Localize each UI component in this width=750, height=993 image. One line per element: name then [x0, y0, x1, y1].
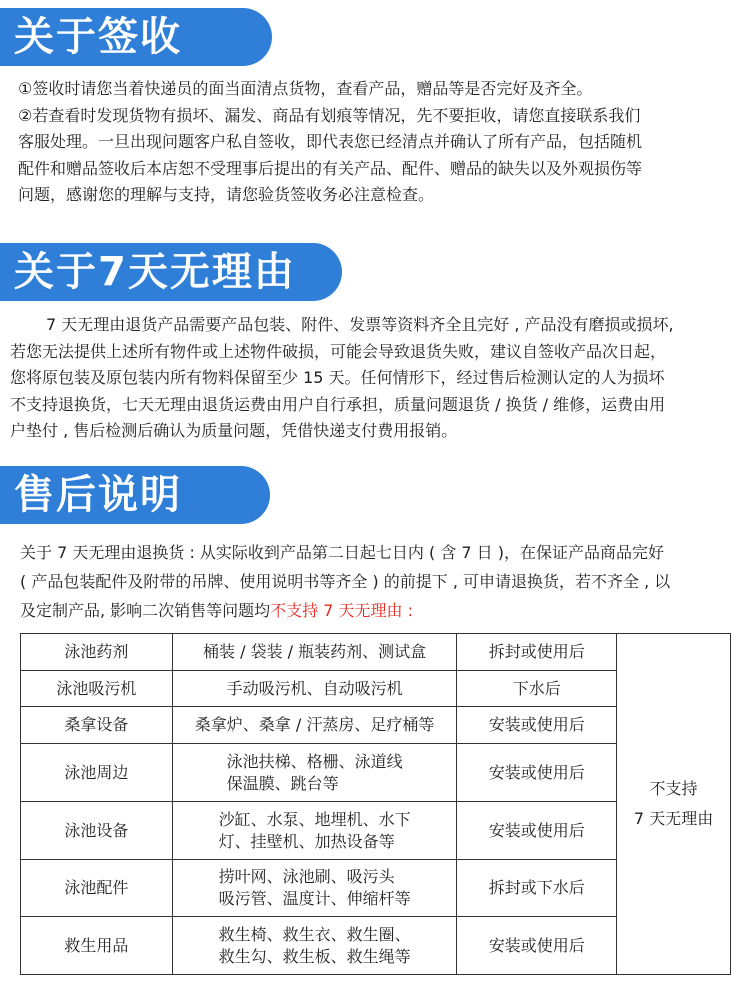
- section-title-signing: 关于签收: [0, 8, 272, 66]
- item-line: 泳池扶梯、格栅、泳道线: [226, 751, 403, 771]
- items-cell: [172, 744, 457, 802]
- items-cell: [172, 671, 457, 707]
- signing-text: [18, 76, 733, 209]
- items-cell: [172, 707, 457, 744]
- seven-day-line: 若您无法提供上述所有物件或上述物件破损，可能会导致退货失败，建议自签收产品次日起，: [10, 341, 667, 361]
- seven-day-line: 您将原包装及原包装内所有物料保留至少 15 天。任何情形下，经过售后检测认定的人为损坏: [10, 368, 665, 387]
- after-sales-line: 关于 7 天无理由退换货 : 从实际收到产品第二日起七日内 ( 含 7 日 )，在保证产品商品完好: [20, 543, 665, 562]
- category-cell: 泳池周边: [21, 744, 173, 802]
- condition-cell: 安装或使用后: [457, 802, 617, 860]
- condition-cell: 下水后: [457, 671, 617, 707]
- category-cell: 泳池吸污机: [21, 671, 173, 707]
- condition-cell: 安装或使用后: [457, 744, 617, 802]
- condition-cell: 拆封或下水后: [457, 860, 617, 917]
- item-line: 保温膜、跳台等: [226, 773, 339, 793]
- after-sales-line-prefix: 及定制产品, 影响二次销售等问题均: [20, 601, 271, 620]
- category-cell: 泳池配件: [21, 860, 173, 917]
- policy-table: [20, 633, 731, 975]
- section-title-after-sales: 售后说明: [0, 466, 270, 524]
- condition-cell: 安装或使用后: [457, 707, 617, 744]
- side-note-cell: [617, 634, 731, 975]
- category-cell: 泳池设备: [21, 802, 173, 860]
- condition-cell: 拆封或使用后: [457, 634, 617, 671]
- category-cell: 救生用品: [21, 917, 173, 975]
- side-note-line: 7 天无理由: [633, 809, 714, 828]
- side-note-line: 不支持: [649, 779, 698, 798]
- table-row: [21, 634, 731, 671]
- item-line: 桶装 / 袋装 / 瓶装药剂、测试盒: [203, 642, 427, 661]
- signing-line: ①签收时请您当着快递员的面当面清点货物，查看产品，赠品等是否完好及齐全。: [18, 79, 593, 98]
- item-line: 吸污管、温度计、伸缩杆等: [218, 889, 411, 908]
- items-cell: [172, 860, 457, 917]
- items-cell: [172, 802, 457, 860]
- item-line: 沙缸、水泵、地埋机、水下: [218, 809, 411, 829]
- item-line: 救生椅、救生衣、救生圈、: [218, 924, 411, 944]
- item-line: 手动吸污机、自动吸污机: [226, 678, 403, 698]
- signing-line: 配件和赠品签收后本店恕不受理事后提出的有关产品、配件、赠品的缺失以及外观损伤等: [18, 158, 643, 178]
- signing-line: ②若查看时发现货物有损坏、漏发、商品有划痕等情况，先不要拒收，请您直接联系我们: [18, 105, 641, 125]
- item-line: 救生勾、救生板、救生绳等: [218, 946, 411, 966]
- items-cell: [172, 917, 457, 975]
- seven-day-line: 不支持退换货，七天无理由退货运费由用户自行承担，质量问题退货 / 换货 / 维修，运费由用: [10, 394, 666, 414]
- after-sales-line: ( 产品包装配件及附带的吊牌、使用说明书等齐全 ) 的前提下 , 可申请退换货，若不齐全 , 以: [20, 572, 671, 591]
- seven-day-line: 7 天无理由退货产品需要产品包装、附件、发票等资料齐全且完好 , 产品没有磨损或损坏,: [46, 315, 674, 334]
- after-sales-text: [20, 538, 742, 625]
- no-return-highlight: 不支持 7 天无理由 :: [270, 601, 414, 620]
- seven-day-line: 户垫付 , 售后检测后确认为质量问题，凭借快递支付费用报销。: [10, 421, 458, 440]
- category-cell: 泳池药剂: [21, 634, 173, 671]
- condition-cell: 安装或使用后: [457, 917, 617, 975]
- after-sales-line: [20, 596, 742, 625]
- items-cell: [172, 634, 457, 671]
- seven-day-text: [10, 312, 744, 445]
- signing-line: 客服处理。一旦出现问题客户私自签收，即代表您已经清点并确认了所有产品，包括随机: [18, 132, 643, 151]
- signing-line: 问题，感谢您的理解与支持，请您验货签收务必注意检查。: [18, 185, 435, 204]
- category-cell: 桑拿设备: [21, 707, 173, 744]
- item-line: 捞叶网、泳池刷、吸污头: [218, 867, 395, 886]
- item-line: 桑拿炉、桑拿 / 汗蒸房、足疗桶等: [194, 715, 435, 734]
- item-line: 灯、挂壁机、加热设备等: [218, 831, 395, 851]
- section-title-seven-day: 关于7天无理由: [0, 243, 342, 301]
